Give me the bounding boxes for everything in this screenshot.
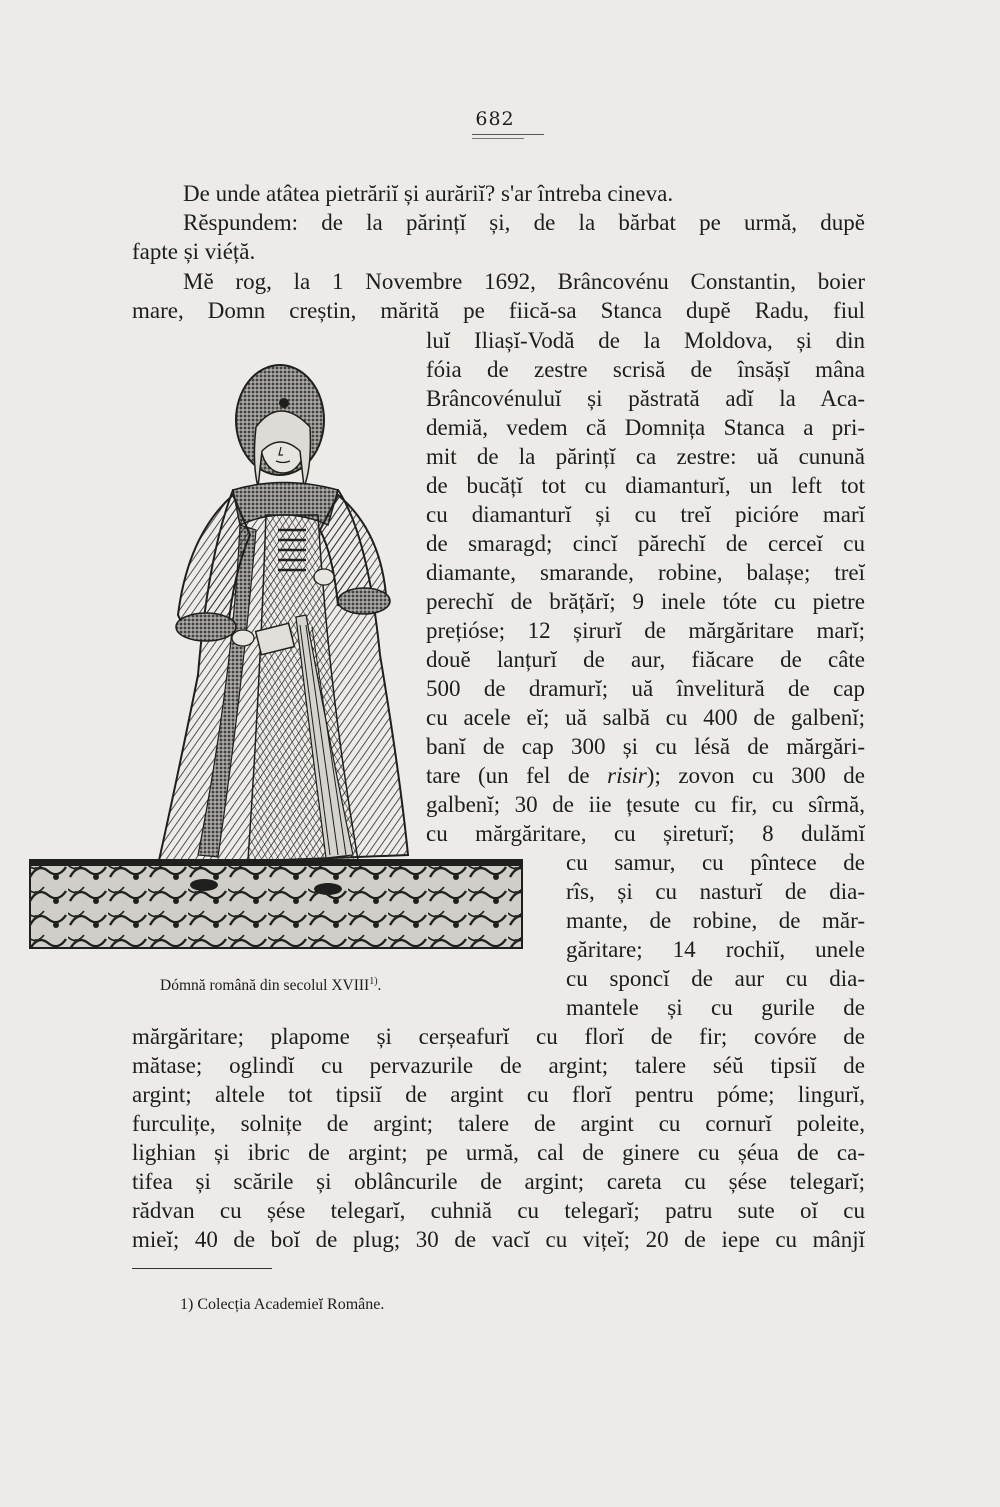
page-number: 682 [475,108,515,130]
text-line: argint; altele tot tipsiĭ de argint cu florĭ pentru póme; lingurĭ, [132,1082,865,1107]
text-line: cu mărgăritare, cu șireturĭ; 8 dulămĭ [426,821,865,846]
text-line: Mĕ rog, la 1 Novembre 1692, Brâncovénu Constantin, boier [183,269,865,294]
text-line: Rĕspundem: de la părințĭ și, de la bărbat pe urmă, dupĕ [183,210,865,235]
text-line: galbenĭ; 30 de iie țesute cu fir, cu sîrmă, [426,792,865,817]
text-line: furculițe, solnițe de argint; talere de argint cu cornurĭ poleite, [132,1111,865,1136]
text-line: de smaragd; cincĭ părechĭ de cerceĭ cu [426,531,865,556]
text-line: 500 de dramurĭ; uă învelitură de cap [426,676,865,701]
text-line: banĭ de cap 300 și cu lésă de mărgări- [426,734,865,759]
text-line: douĕ lanțurĭ de aur, fiăcare de câte [426,647,865,672]
text-line: tare (un fel de risir); zovon cu 300 de [426,763,865,788]
woman-costume-engraving [28,355,528,965]
italic-word: risir [607,763,647,788]
text-line: cu samur, cu pîntece de [566,850,865,875]
text-line: lighian și ibric de argint; pe urmă, cal de ginere cu șéua de ca- [132,1140,865,1165]
text-line: mărgăritare; plapome și cerșeafurĭ cu florĭ de fir; covóre de [132,1024,865,1049]
text-line: luĭ Iliașĭ-Vodă de la Moldova, și din [426,328,865,353]
caption-text: Dómnă română din secolul XVIII [160,977,370,995]
caption-note-marker: 1) [369,976,378,987]
page-number-rule [472,134,544,135]
text-line: mieĭ; 40 de boĭ de plug; 30 de vacĭ cu vițeĭ; 20 de iepe cu mânjĭ [132,1227,865,1252]
text-line: prețióse; 12 șirurĭ de mărgăritare marĭ; [426,618,865,643]
text-line: mantele și cu gurile de [566,995,865,1020]
text-line: perechĭ de brățărĭ; 9 inele tóte cu pietre [426,589,865,614]
text-line: diamante, smarande, robine, balașe; treĭ [426,560,865,585]
footnote-separator [132,1268,272,1269]
text-line: fóia de zestre scrisă de însășĭ mâna [426,357,865,382]
text-line: mare, Domn creștin, mărită pe fiică-sa Stanca dupĕ Radu, fiul [132,298,865,323]
text-line: fapte și viéță. [132,239,256,264]
text-line: De unde atâtea pietrăriĭ și aurăriĭ? s'ar întreba cineva. [183,181,674,206]
text-line: tifea și scările și oblâncurile de argint; careta cu șése telegarĭ; [132,1169,865,1194]
text-line: mătase; oglindĭ cu pervazurile de argint; talere séŭ tipsiĭ de [132,1053,865,1078]
text-line: rîs, și cu nasturĭ de dia- [566,879,865,904]
figure-caption: Dómnă română din secolul XVIII$^{1)}$. [160,976,382,995]
text-line: mante, de robine, de măr- [566,908,865,933]
footnote: 1) Colecția Academieĭ Române. [180,1296,385,1313]
text-line: găritare; 14 rochiĭ, unele [566,937,865,962]
text-line: Brâncovénuluĭ și păstrată adĭ la Aca- [426,386,865,411]
text-line: cu diamanturĭ și cu treĭ picióre marĭ [426,502,865,527]
text-line: cu sponcĭ de aur cu dia- [566,966,865,991]
text-line: mit de la părințĭ ca zestre: uă cunună [426,444,865,469]
text-line: de bucățĭ tot cu diamanturĭ, un left tot [426,473,865,498]
page-number-rule-secondary [472,138,524,139]
text-line: demiă, vedem că Domnița Stanca a pri- [426,415,865,440]
text-line: cu acele eĭ; uă salbă cu 400 de galbenĭ; [426,705,865,730]
text-line: rădvan cu șése telegarĭ, cuhniă cu telegarĭ; patru sute oĭ cu [132,1198,865,1223]
